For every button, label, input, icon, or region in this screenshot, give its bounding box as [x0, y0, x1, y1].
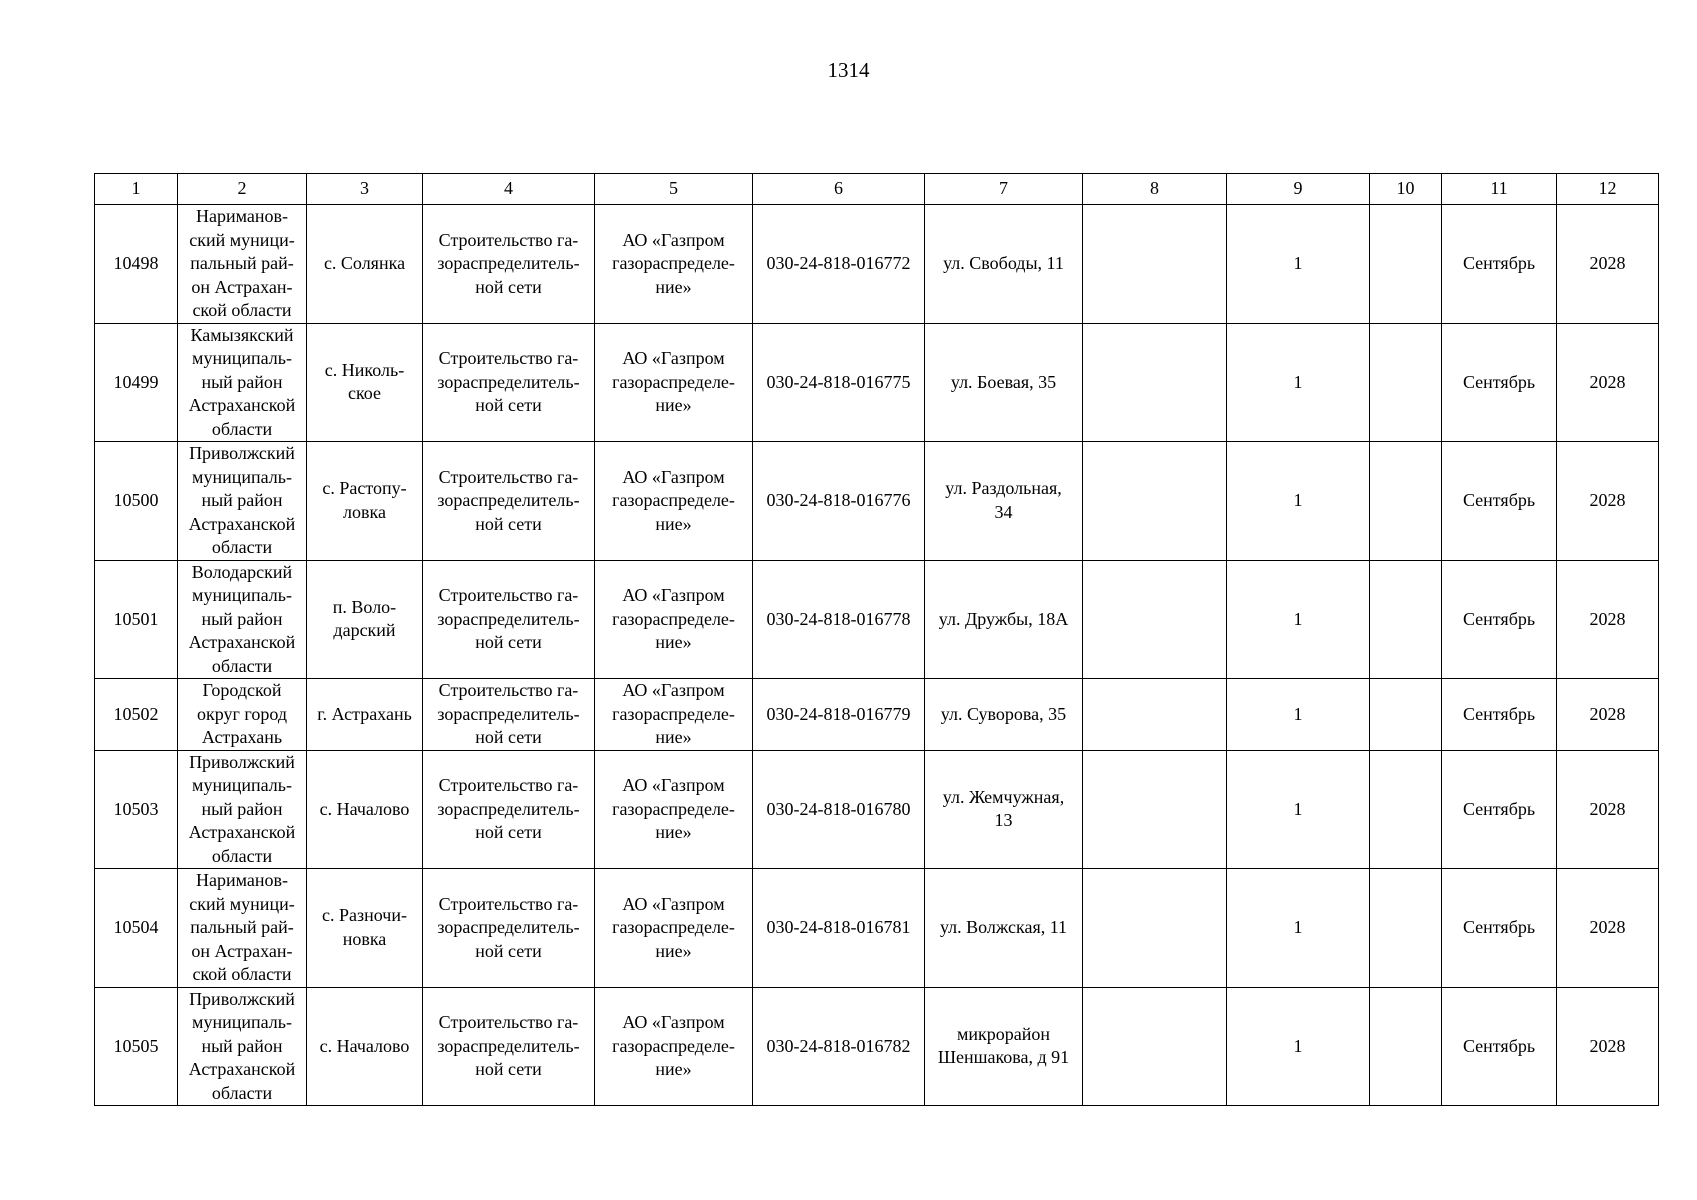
work-text: Строительство га- зораспределитель- ной сети	[437, 1012, 580, 1079]
cell-col9: 1	[1227, 987, 1370, 1106]
cell-col9: 1	[1227, 205, 1370, 324]
cell-month: Сентябрь	[1442, 679, 1557, 751]
cell-col8	[1083, 560, 1227, 679]
cell-code: 030-24-818-016781	[753, 869, 925, 988]
table-row	[95, 987, 1659, 1106]
cell-district	[178, 750, 307, 869]
cell-settlement	[307, 560, 423, 679]
cell-work	[423, 205, 595, 324]
cell-district	[178, 679, 307, 751]
settlement-text: с. Солянка	[323, 253, 406, 273]
org-text: АО «Газпром газораспределе- ние»	[612, 1012, 735, 1079]
org-text: АО «Газпром газораспределе- ние»	[612, 680, 735, 747]
cell-col10	[1370, 442, 1442, 561]
org-text: АО «Газпром газораспределе- ние»	[612, 585, 735, 652]
cell-col10	[1370, 205, 1442, 324]
cell-year: 2028	[1557, 442, 1659, 561]
settlement-text: с. Растопу- ловка	[322, 478, 407, 522]
cell-year: 2028	[1557, 323, 1659, 442]
cell-year: 2028	[1557, 987, 1659, 1106]
work-text: Строительство га- зораспределитель- ной сети	[437, 466, 580, 534]
cell-work	[423, 323, 595, 442]
cell-code: 030-24-818-016778	[753, 560, 925, 679]
table-row	[95, 205, 1659, 324]
cell-code: 030-24-818-016780	[753, 750, 925, 869]
cell-col9: 1	[1227, 560, 1370, 679]
cell-col8	[1083, 750, 1227, 869]
cell-col8	[1083, 869, 1227, 988]
district-text: Нариманов- ский муници- пальный рай- он Астрахан- ской области	[189, 206, 295, 320]
cell-org	[595, 560, 753, 679]
cell-district	[178, 442, 307, 561]
cell-col9: 1	[1227, 679, 1370, 751]
org-text: АО «Газпром газораспределе- ние»	[612, 229, 735, 297]
cell-col8	[1083, 323, 1227, 442]
cell-settlement	[307, 869, 423, 988]
cell-col8	[1083, 987, 1227, 1106]
cell-month: Сентябрь	[1442, 987, 1557, 1106]
cell-number: 10504	[95, 869, 178, 988]
cell-year: 2028	[1557, 750, 1659, 869]
cell-number: 10499	[95, 323, 178, 442]
work-text: Строительство га- зораспределитель- ной сети	[437, 893, 580, 961]
cell-address	[925, 869, 1083, 988]
column-header: 8	[1083, 174, 1227, 205]
cell-number: 10503	[95, 750, 178, 869]
district-text: Приволжский муниципаль- ный район Астраханской области	[188, 443, 296, 557]
org-text: АО «Газпром газораспределе- ние»	[612, 466, 735, 534]
column-header: 10	[1370, 174, 1442, 205]
table-row	[95, 442, 1659, 561]
settlement-text: г. Астрахань	[317, 703, 412, 724]
cell-year: 2028	[1557, 869, 1659, 988]
work-text: Строительство га- зораспределитель- ной сети	[437, 585, 580, 652]
cell-col10	[1370, 560, 1442, 679]
cell-col9: 1	[1227, 323, 1370, 442]
cell-code: 030-24-818-016779	[753, 679, 925, 751]
address-text: ул. Раздольная, 34	[945, 478, 1062, 522]
cell-work	[423, 750, 595, 869]
cell-col8	[1083, 205, 1227, 324]
cell-code: 030-24-818-016776	[753, 442, 925, 561]
cell-district	[178, 205, 307, 324]
settlement-text: с. Началово	[319, 798, 410, 819]
cell-year: 2028	[1557, 205, 1659, 324]
cell-col9: 1	[1227, 869, 1370, 988]
table-row	[95, 560, 1659, 679]
cell-org	[595, 205, 753, 324]
address-text: микрорайон Шеншакова, д 91	[937, 1023, 1070, 1068]
cell-month: Сентябрь	[1442, 750, 1557, 869]
cell-month: Сентябрь	[1442, 869, 1557, 988]
work-text: Строительство га- зораспределитель- ной сети	[437, 680, 580, 747]
cell-year: 2028	[1557, 679, 1659, 751]
column-header: 1	[95, 174, 178, 205]
cell-work	[423, 442, 595, 561]
column-header: 6	[753, 174, 925, 205]
cell-address	[925, 205, 1083, 324]
data-table	[94, 173, 1659, 1106]
cell-code: 030-24-818-016772	[753, 205, 925, 324]
cell-month: Сентябрь	[1442, 560, 1557, 679]
column-header: 12	[1557, 174, 1659, 205]
district-text: Камызякский муниципаль- ный район Астраханской области	[188, 324, 296, 439]
cell-org	[595, 679, 753, 751]
column-header: 4	[423, 174, 595, 205]
table-row	[95, 323, 1659, 442]
cell-settlement	[307, 679, 423, 751]
settlement-text: с. Разночи- новка	[322, 905, 407, 949]
cell-col10	[1370, 679, 1442, 751]
district-text: Приволжский муниципаль- ный район Астраханской области	[188, 988, 296, 1103]
column-header: 3	[307, 174, 423, 205]
cell-col10	[1370, 750, 1442, 869]
cell-org	[595, 869, 753, 988]
cell-address	[925, 560, 1083, 679]
cell-settlement	[307, 323, 423, 442]
cell-col10	[1370, 869, 1442, 988]
cell-number: 10500	[95, 442, 178, 561]
org-text: АО «Газпром газораспределе- ние»	[612, 775, 735, 842]
district-text: Володарский муниципаль- ный район Астраханской области	[188, 561, 296, 676]
cell-district	[178, 869, 307, 988]
cell-org	[595, 987, 753, 1106]
cell-org	[595, 442, 753, 561]
address-text: ул. Суворова, 35	[940, 703, 1067, 724]
table-row	[95, 750, 1659, 869]
org-text: АО «Газпром газораспределе- ние»	[612, 893, 735, 961]
address-text: ул. Дружбы, 18А	[938, 608, 1069, 629]
cell-work	[423, 560, 595, 679]
cell-settlement	[307, 205, 423, 324]
column-header: 2	[178, 174, 307, 205]
cell-district	[178, 323, 307, 442]
cell-work	[423, 987, 595, 1106]
settlement-text: п. Воло- дарский	[332, 596, 397, 641]
cell-code: 030-24-818-016775	[753, 323, 925, 442]
cell-org	[595, 750, 753, 869]
cell-col9: 1	[1227, 442, 1370, 561]
cell-address	[925, 442, 1083, 561]
district-text: Приволжский муниципаль- ный район Астраханской области	[188, 751, 296, 866]
cell-address	[925, 679, 1083, 751]
cell-month: Сентябрь	[1442, 205, 1557, 324]
cell-district	[178, 560, 307, 679]
header-row	[95, 174, 1659, 205]
cell-code: 030-24-818-016782	[753, 987, 925, 1106]
cell-col8	[1083, 442, 1227, 561]
address-text: ул. Волжская, 11	[939, 917, 1068, 937]
address-text: ул. Жемчужная, 13	[942, 786, 1065, 831]
cell-year: 2028	[1557, 560, 1659, 679]
cell-number: 10498	[95, 205, 178, 324]
settlement-text: с. Николь- ское	[324, 359, 405, 404]
page-number: 1314	[827, 58, 870, 82]
address-text: ул. Боевая, 35	[950, 371, 1057, 392]
cell-district	[178, 987, 307, 1106]
work-text: Строительство га- зораспределитель- ной сети	[437, 775, 580, 842]
cell-settlement	[307, 987, 423, 1106]
cell-settlement	[307, 442, 423, 561]
cell-col10	[1370, 987, 1442, 1106]
district-text: Городской округ город Астрахань	[197, 680, 287, 747]
column-header: 9	[1227, 174, 1370, 205]
org-text: АО «Газпром газораспределе- ние»	[612, 348, 735, 415]
cell-month: Сентябрь	[1442, 442, 1557, 561]
cell-month: Сентябрь	[1442, 323, 1557, 442]
cell-col9: 1	[1227, 750, 1370, 869]
cell-number: 10502	[95, 679, 178, 751]
cell-number: 10505	[95, 987, 178, 1106]
column-header: 5	[595, 174, 753, 205]
column-header: 7	[925, 174, 1083, 205]
table-row	[95, 679, 1659, 751]
cell-settlement	[307, 750, 423, 869]
settlement-text: с. Началово	[319, 1035, 410, 1056]
table-row	[95, 869, 1659, 988]
column-header: 11	[1442, 174, 1557, 205]
cell-address	[925, 323, 1083, 442]
work-text: Строительство га- зораспределитель- ной сети	[437, 348, 580, 415]
work-text: Строительство га- зораспределитель- ной сети	[437, 229, 580, 297]
cell-number: 10501	[95, 560, 178, 679]
cell-address	[925, 750, 1083, 869]
address-text: ул. Свободы, 11	[943, 253, 1064, 273]
cell-work	[423, 869, 595, 988]
cell-col8	[1083, 679, 1227, 751]
cell-address	[925, 987, 1083, 1106]
cell-org	[595, 323, 753, 442]
cell-col10	[1370, 323, 1442, 442]
district-text: Нариманов- ский муници- пальный рай- он Астрахан- ской области	[189, 870, 295, 984]
cell-work	[423, 679, 595, 751]
